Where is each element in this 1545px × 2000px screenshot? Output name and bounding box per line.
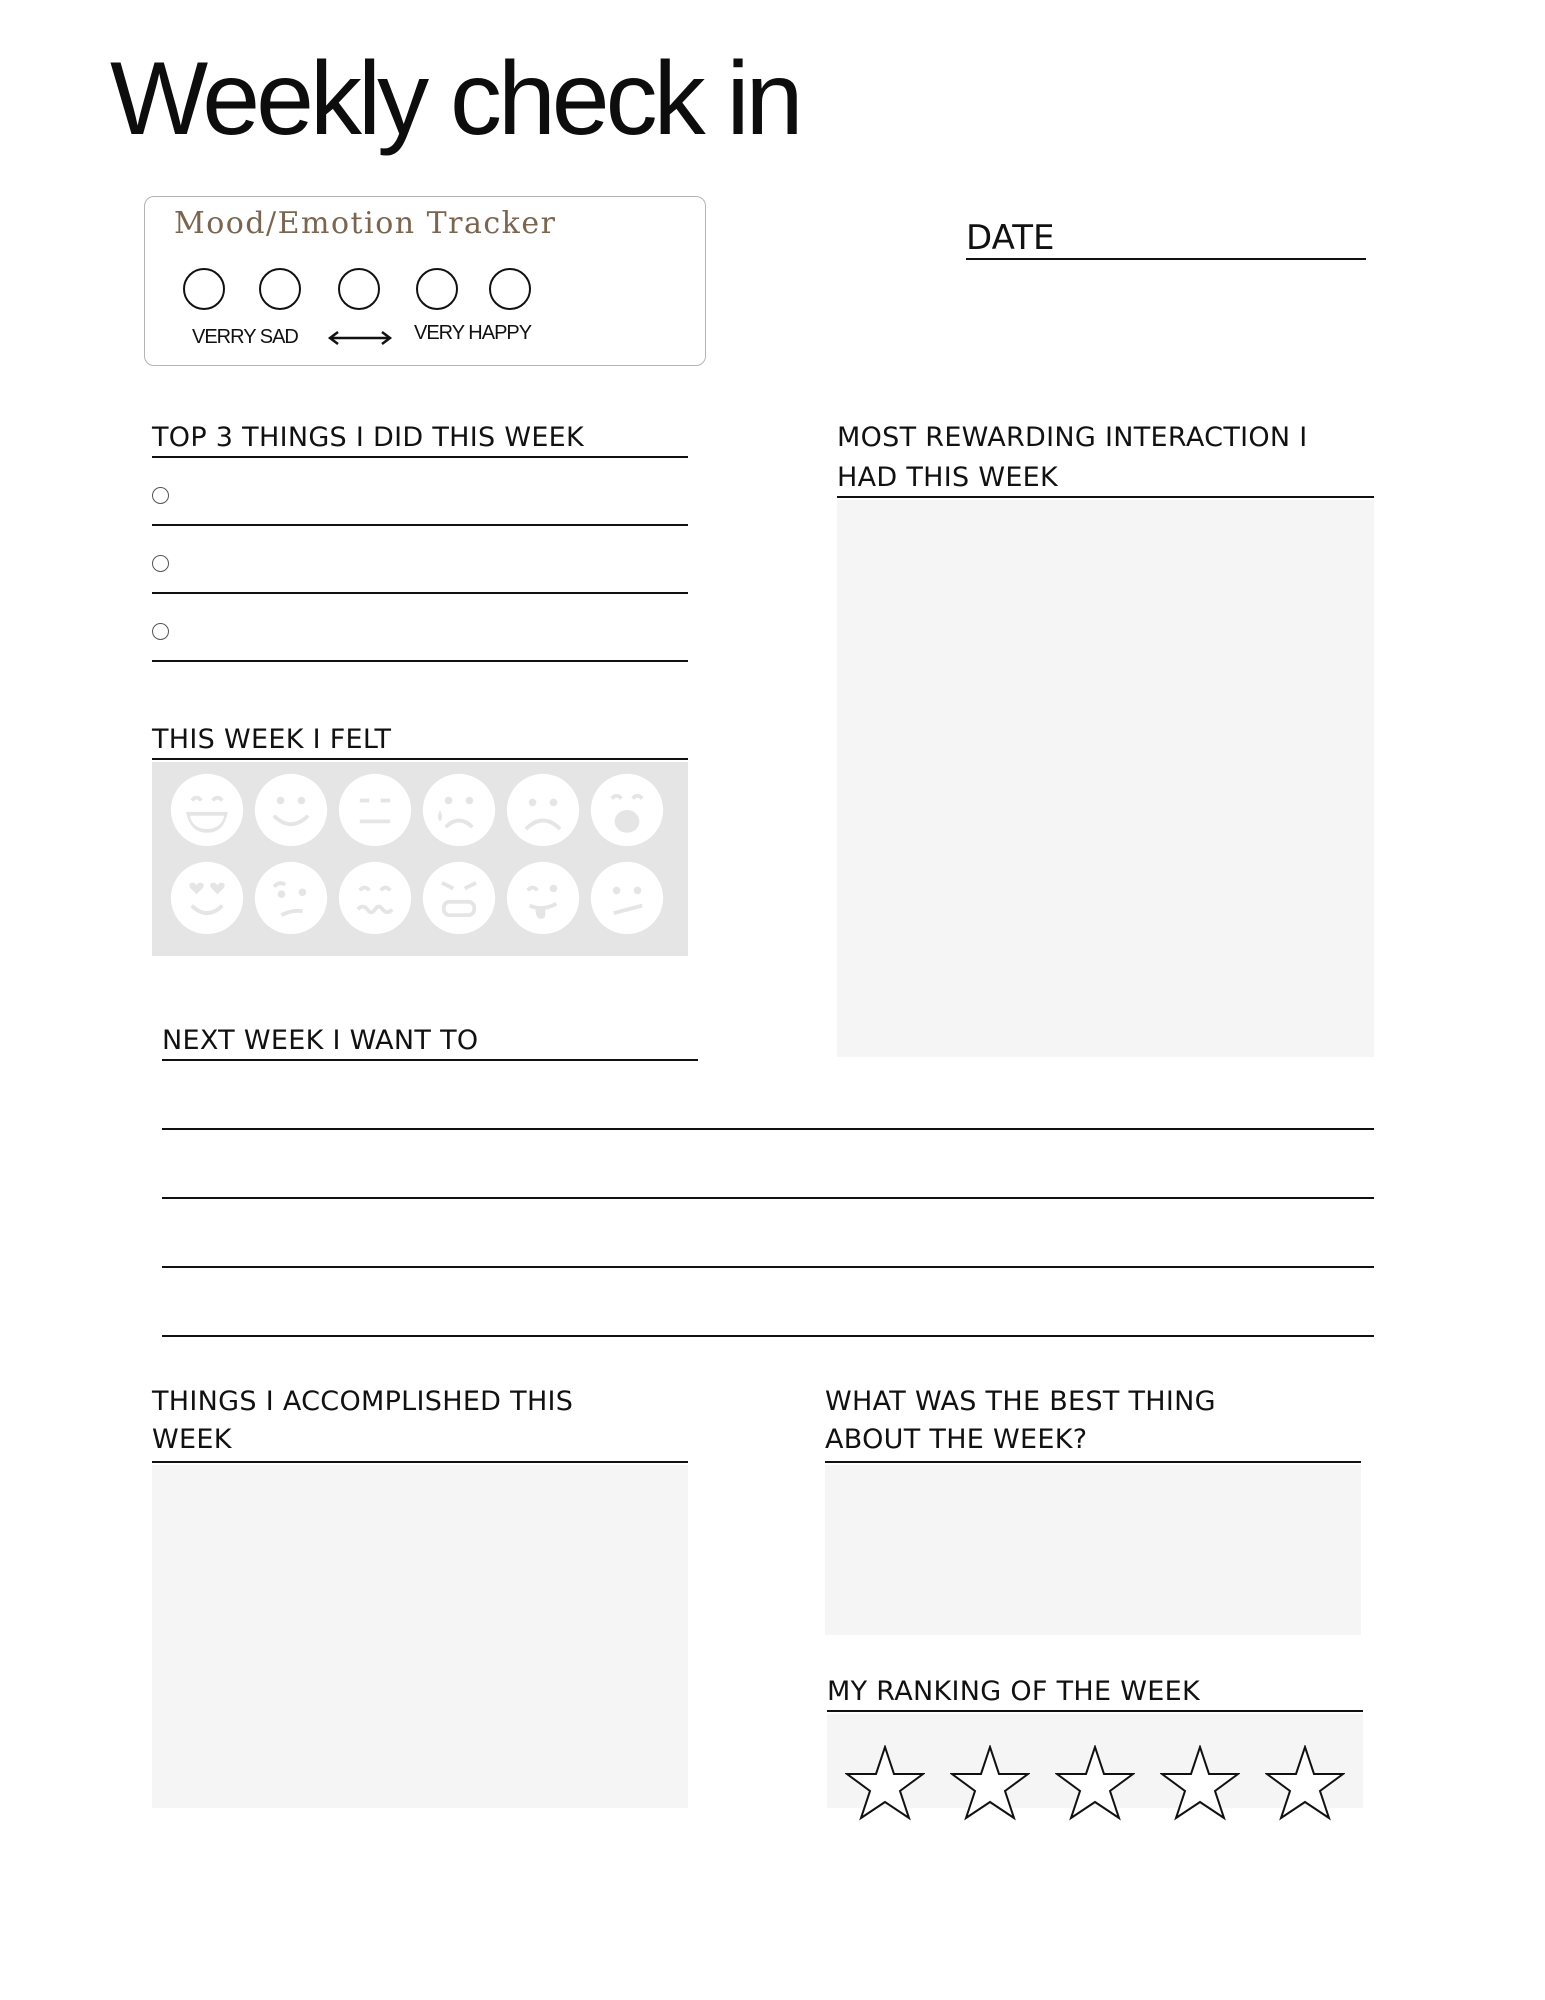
mood-circle-1[interactable]	[183, 268, 225, 310]
star-icon-1[interactable]	[845, 1745, 925, 1821]
mood-low-label: VERRY SAD	[192, 326, 298, 348]
heart-eyes-emoji-icon[interactable]	[169, 860, 245, 936]
felt-underline	[152, 758, 688, 760]
top3-radio-1[interactable]	[152, 487, 169, 504]
double-arrow-icon	[326, 328, 394, 348]
rewarding-text-area[interactable]	[837, 500, 1374, 1057]
next-week-underline	[162, 1059, 698, 1061]
top3-line-2[interactable]	[152, 592, 688, 594]
accomplished-label-line1: THINGS I ACCOMPLISHED THIS	[152, 1386, 574, 1417]
crying-emoji-icon[interactable]	[421, 772, 497, 848]
confused-emoji-icon[interactable]	[253, 860, 329, 936]
top3-radio-2[interactable]	[152, 555, 169, 572]
mood-circle-2[interactable]	[259, 268, 301, 310]
star-icon-4[interactable]	[1160, 1745, 1240, 1821]
grin-emoji-icon[interactable]	[169, 772, 245, 848]
page-title: Weekly check in	[110, 41, 800, 157]
neutral-emoji-icon[interactable]	[337, 772, 413, 848]
best-thing-label-line2: ABOUT THE WEEK?	[825, 1424, 1088, 1455]
accomplished-underline	[152, 1461, 688, 1463]
top3-line-3[interactable]	[152, 660, 688, 662]
rewarding-label-line1: MOST REWARDING INTERACTION I	[837, 422, 1308, 453]
mood-circle-4[interactable]	[416, 268, 458, 310]
star-icon-5[interactable]	[1265, 1745, 1345, 1821]
tongue-out-emoji-icon[interactable]	[505, 860, 581, 936]
ranking-underline	[827, 1710, 1363, 1712]
best-thing-text-area[interactable]	[825, 1465, 1361, 1635]
mood-circle-3[interactable]	[338, 268, 380, 310]
sad-emoji-icon[interactable]	[505, 772, 581, 848]
emoji-panel	[152, 762, 688, 956]
wavy-mouth-emoji-icon[interactable]	[337, 860, 413, 936]
top3-line-1[interactable]	[152, 524, 688, 526]
next-week-line-4[interactable]	[162, 1335, 1374, 1337]
top3-underline	[152, 456, 688, 458]
ranking-label: MY RANKING OF THE WEEK	[827, 1676, 1200, 1707]
next-week-line-1[interactable]	[162, 1128, 1374, 1130]
date-field-line[interactable]	[966, 258, 1366, 260]
next-week-line-3[interactable]	[162, 1266, 1374, 1268]
mood-circle-5[interactable]	[489, 268, 531, 310]
mood-tracker-title: Mood/Emotion Tracker	[174, 206, 557, 241]
angry-emoji-icon[interactable]	[421, 860, 497, 936]
star-icon-3[interactable]	[1055, 1745, 1135, 1821]
smile-emoji-icon[interactable]	[253, 772, 329, 848]
next-week-label: NEXT WEEK I WANT TO	[162, 1025, 479, 1056]
accomplished-label-line2: WEEK	[152, 1424, 232, 1455]
accomplished-text-area[interactable]	[152, 1465, 688, 1808]
best-thing-underline	[825, 1461, 1361, 1463]
top3-radio-3[interactable]	[152, 623, 169, 640]
top3-label: TOP 3 THINGS I DID THIS WEEK	[152, 422, 585, 453]
rewarding-underline	[837, 496, 1374, 498]
best-thing-label-line1: WHAT WAS THE BEST THING	[825, 1386, 1216, 1417]
star-icon-2[interactable]	[950, 1745, 1030, 1821]
next-week-line-2[interactable]	[162, 1197, 1374, 1199]
rewarding-label-line2: HAD THIS WEEK	[837, 462, 1059, 493]
date-label: DATE	[966, 218, 1055, 258]
felt-label: THIS WEEK I FELT	[152, 724, 392, 755]
skeptical-emoji-icon[interactable]	[589, 860, 665, 936]
mood-high-label: VERY HAPPY	[414, 322, 532, 344]
shocked-emoji-icon[interactable]	[589, 772, 665, 848]
